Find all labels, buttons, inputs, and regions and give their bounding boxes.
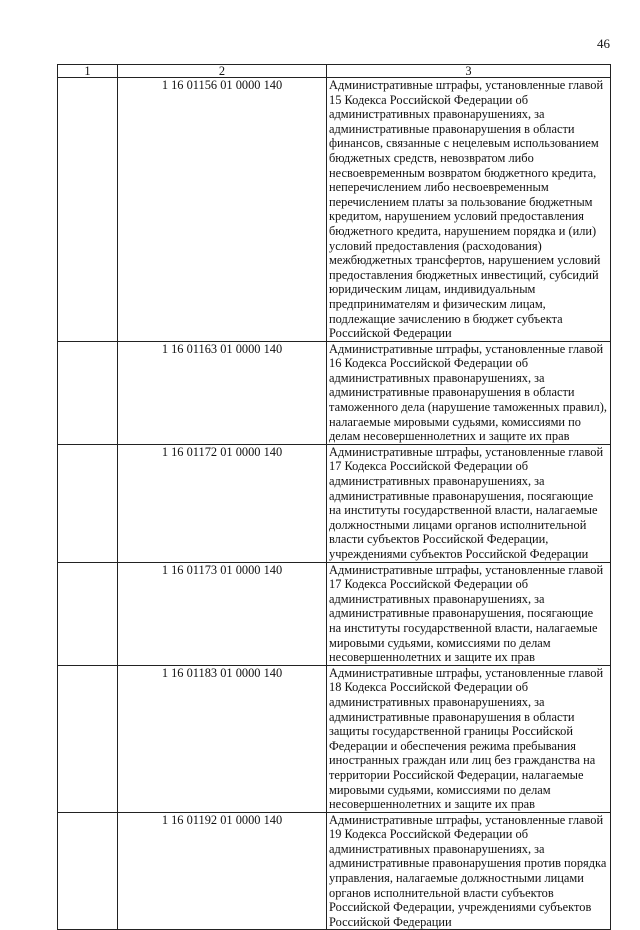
- classification-code: 1 16 01156 01 0000 140: [118, 78, 327, 342]
- classification-code: 1 16 01192 01 0000 140: [118, 812, 327, 930]
- code-description: Административные штрафы, установленные главой 17 Кодекса Российской Федерации об административных правонарушениях, за административные правонарушения, посягающие на институты государственной власти, налагаемые мировыми судьями, комиссиями по делам несовершеннолетних и защите их прав: [327, 562, 611, 665]
- classification-code: 1 16 01172 01 0000 140: [118, 444, 327, 562]
- table-row: [58, 665, 611, 812]
- code-description: Административные штрафы, установленные главой 19 Кодекса Российской Федерации об административных правонарушениях, за административные правонарушения против порядка управления, налагаемые должностными лицами органов исполнительной власти субъектов Российской Федерации, учреждениями субъектов Российской Федерации: [327, 812, 611, 930]
- table-row: [58, 812, 611, 930]
- code-description: Административные штрафы, установленные главой 18 Кодекса Российской Федерации об административных правонарушениях, за административные правонарушения в области защиты государственной границы Российской Федерации и обеспечения режима пребывания иностранных граждан или лиц без гражданства на территории Российской Федерации, налагаемые мировыми судьями, комиссиями по делам несовершеннолетних и защите их прав: [327, 665, 611, 812]
- row-blank-cell: [58, 812, 118, 930]
- code-description: Административные штрафы, установленные главой 17 Кодекса Российской Федерации об административных правонарушениях, за административные правонарушения, посягающие на институты государственной власти, налагаемые должностными лицами органов исполнительной власти субъектов Российской Федерации, учреждениями субъектов Российской Федерации: [327, 444, 611, 562]
- row-blank-cell: [58, 341, 118, 444]
- code-description: Административные штрафы, установленные главой 15 Кодекса Российской Федерации об административных правонарушениях, за административные правонарушения в области финансов, связанные с нецелевым использованием бюджетных средств, невозвратом либо несвоевременным возвратом бюджетного кредита, неперечислением либо несвоевременным перечислением платы за пользование бюджетным кредитом, нарушением условий предоставления бюджетного кредита, нарушением порядка и (или) условий предоставления (расходования) межбюджетных трансфертов, нарушением условий предоставления бюджетных инвестиций, субсидий юридическим лицам, индивидуальным предпринимателям и физическим лицам, подлежащие зачислению в бюджет субъекта Российской Федерации: [327, 78, 611, 342]
- column-header-1: 1: [58, 65, 118, 78]
- row-blank-cell: [58, 562, 118, 665]
- row-blank-cell: [58, 444, 118, 562]
- page-number: 46: [597, 36, 610, 51]
- classification-code: 1 16 01163 01 0000 140: [118, 341, 327, 444]
- code-description: Административные штрафы, установленные главой 16 Кодекса Российской Федерации об административных правонарушениях, за административные правонарушения в области таможенного дела (нарушение таможенных правил), налагаемые мировыми судьями, комиссиями по делам несовершеннолетних и защите их прав: [327, 341, 611, 444]
- table-row: [58, 562, 611, 665]
- table-header-row: [58, 65, 611, 78]
- budget-codes-table: [57, 64, 611, 930]
- classification-code: 1 16 01173 01 0000 140: [118, 562, 327, 665]
- row-blank-cell: [58, 78, 118, 342]
- row-blank-cell: [58, 665, 118, 812]
- column-header-3: 3: [327, 65, 611, 78]
- table-row: [58, 341, 611, 444]
- column-header-2: 2: [118, 65, 327, 78]
- table-row: [58, 444, 611, 562]
- classification-code: 1 16 01183 01 0000 140: [118, 665, 327, 812]
- table-row: [58, 78, 611, 342]
